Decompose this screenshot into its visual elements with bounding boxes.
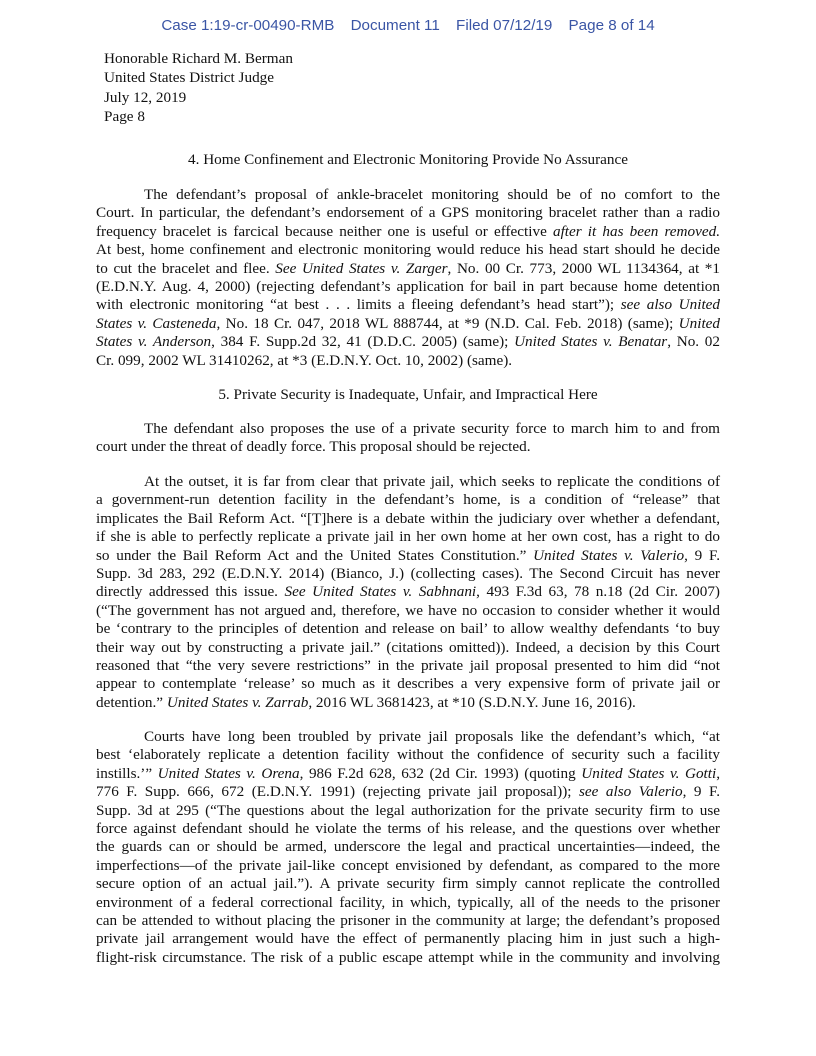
page-indicator: Page 8 of 14: [568, 17, 655, 34]
address-block: [104, 49, 293, 126]
text-line: imperfections—of the private jail-like concept envisioned by defendant, as compared to the more: [96, 856, 720, 874]
text-line: can be attended to without placing the prisoner in the community at large; the defendant’s proposed: [96, 911, 720, 929]
text-line: implicates the Bail Reform Act. “[T]here is a debate within the judiciary over whether a defendant,: [96, 509, 720, 527]
section-heading-4: 4. Home Confinement and Electronic Monitoring Provide No Assurance: [188, 151, 628, 168]
text-line: instills.’” United States v. Orena, 986 F.2d 628, 632 (2d Cir. 1993) (quoting United States v. Gotti,: [96, 764, 720, 782]
text-line: Court. In particular, the defendant’s endorsement of a GPS monitoring bracelet rather than a radio: [96, 204, 720, 222]
text-line: be ‘contrary to the principles of detention and release on bail’ to allow wealthy defendants ‘to buy: [96, 620, 720, 638]
text-line: Cr. 099, 2002 WL 31410262, at *3 (E.D.N.Y. Oct. 10, 2002) (same).: [96, 351, 513, 369]
text-line: if she is able to perfectly replicate a private jail in her own home at her own cost, has a right to do: [96, 528, 720, 546]
text-line: States v. Casteneda, No. 18 Cr. 047, 2018 WL 888744, at *9 (N.D. Cal. Feb. 2018) (same); United: [96, 314, 720, 332]
text-line: flight-risk circumstance. The risk of a public escape attempt while in the community and involving: [96, 948, 720, 966]
page-label: Page 8: [104, 107, 145, 125]
addressee-title: United States District Judge: [104, 69, 274, 87]
text-line: (E.D.N.Y. Aug. 4, 2000) (rejecting defendant’s application for bail in part because home detention: [96, 277, 720, 295]
text-line: At best, home confinement and electronic monitoring would reduce his head start should he decide: [96, 241, 720, 259]
text-line: court under the threat of deadly force. This proposal should be rejected.: [96, 438, 531, 456]
paragraph-private-security: [96, 420, 720, 457]
text-line: The defendant also proposes the use of a private security force to march him to and from: [144, 420, 720, 437]
paragraph-courts-troubled: [96, 728, 720, 967]
ecf-filing-header: [0, 17, 816, 34]
text-line: their way out by constructing a private jail.” (citations omitted)). Indeed, a decision by this Court: [96, 638, 720, 656]
text-line: appear to contemplate ‘release’ so much as it describes a very expensive form of private jail or: [96, 675, 720, 693]
section-heading-5: 5. Private Security is Inadequate, Unfair, and Impractical Here: [218, 386, 598, 403]
text-line: detention.” United States v. Zarrab, 2016 WL 3681423, at *10 (S.D.N.Y. June 16, 2016).: [96, 693, 636, 711]
case-number: Case 1:19-cr-00490-RMB: [161, 17, 335, 34]
text-line: (“The government has not argued and, therefore, we have no occasion to consider whether it would: [96, 601, 720, 619]
text-line: Courts have long been troubled by private jail proposals like the defendant’s which, “at: [144, 728, 720, 745]
text-line: with electronic monitoring “at best . . . limits a fleeing defendant’s head start”); see also United: [96, 296, 721, 314]
text-line: to cut the bracelet and flee. See United States v. Zarger, No. 00 Cr. 773, 2000 WL 1134364, at *1: [96, 259, 720, 277]
letter-date: July 12, 2019: [104, 88, 187, 106]
text-line: environment of a federal correctional facility, in which, typically, all of the needs to the prisoner: [96, 893, 720, 911]
text-line: 776 F. Supp. 666, 672 (E.D.N.Y. 1991) (rejecting private jail proposal)); see also Valerio, 9 F.: [96, 783, 720, 801]
text-line: The defendant’s proposal of ankle-bracelet monitoring should be of no comfort to the: [144, 186, 720, 203]
text-line: frequency bracelet is farcical because neither one is useful or effective after it has been removed.: [96, 222, 720, 240]
text-line: At the outset, it is far from clear that private jail, which seeks to replicate the conditions of: [144, 473, 720, 490]
paragraph-bail-reform: [96, 473, 720, 712]
text-line: private jail arrangement would have the effect of permanently placing him in just such a high-: [96, 930, 720, 948]
text-line: Supp. 3d 283, 292 (E.D.N.Y. 2014) (Bianco, J.) (collecting cases). The Second Circuit has never: [96, 564, 720, 582]
text-line: best ‘elaborately replicate a detention facility without the confidence of security such a facility: [96, 746, 720, 764]
text-line: so under the Bail Reform Act and the United States Constitution.” United States v. Valerio, 9 F.: [96, 546, 720, 564]
text-line: directly addressed this issue. See United States v. Sabhnani, 493 F.3d 63, 78 n.18 (2d Cir. 2007): [96, 583, 720, 601]
text-line: reasoned that “the very severe restrictions” in the private jail proposal presented to him did “not: [96, 656, 720, 674]
text-line: secure option of an actual jail.”). A private security firm simply cannot replicate the controlled: [96, 875, 720, 893]
document-number: Document 11: [350, 17, 440, 34]
filed-date: Filed 07/12/19: [456, 17, 553, 34]
text-line: States v. Anderson, 384 F. Supp.2d 32, 41 (D.D.C. 2005) (same); United States v. Benatar, No. 02: [96, 333, 720, 351]
text-line: force against defendant should he violate the terms of his release, and the questions over whether: [96, 819, 720, 837]
text-line: Supp. 3d at 295 (“The questions about the legal authorization for the private security firm to use: [96, 801, 720, 819]
text-line: a government-run detention facility in the defendant’s home, is a condition of “release” that: [96, 491, 720, 509]
addressee-name: Honorable Richard M. Berman: [104, 50, 293, 67]
text-line: the guards can or should be armed, underscore the legal and practical uncertainties—indeed, the: [96, 838, 720, 856]
paragraph-ankle-bracelet: [96, 186, 720, 370]
